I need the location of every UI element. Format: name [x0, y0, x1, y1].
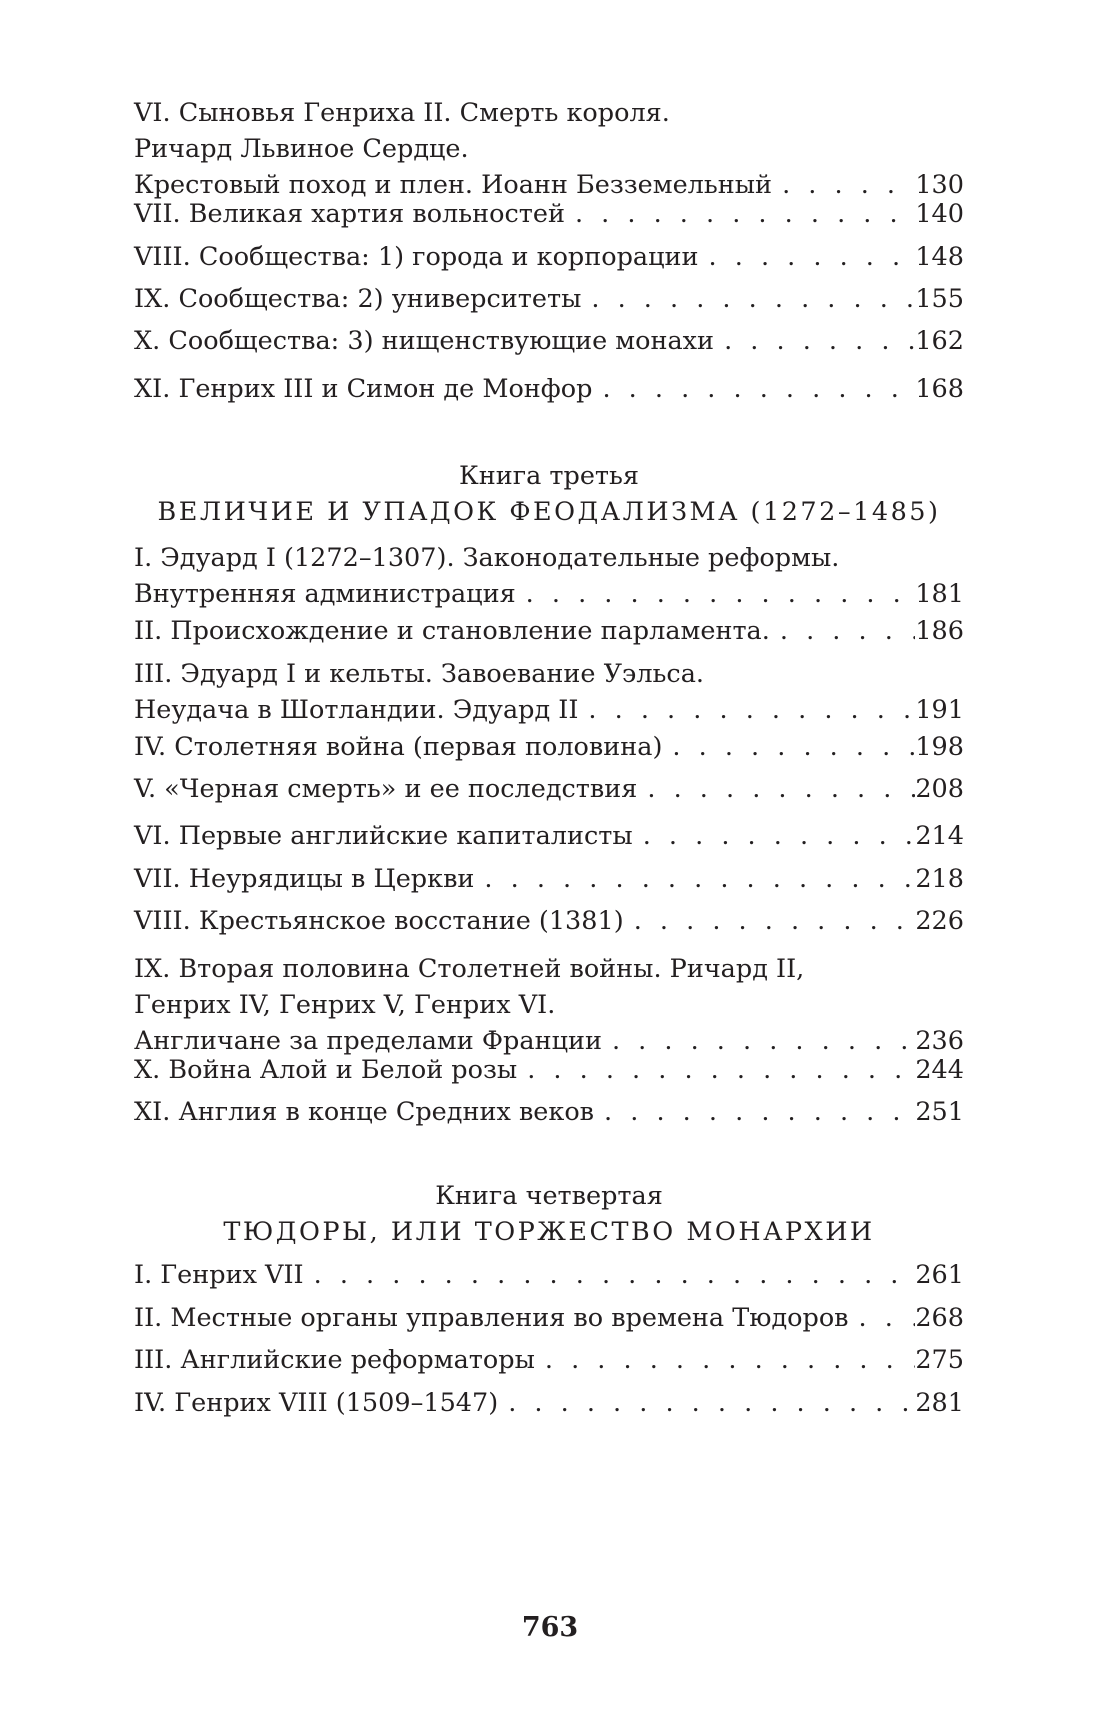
dot-leader	[633, 818, 916, 854]
toc-entry-page: 261	[915, 1260, 964, 1290]
toc-entry-title: II. Происхождение и становление парламента.	[134, 616, 770, 646]
toc-entry-page: 218	[915, 864, 964, 894]
toc-entry-line: Ричард Львиное Сердце.	[134, 134, 469, 164]
toc-entry-page: 155	[915, 284, 964, 314]
toc-entry-page: 236	[915, 1026, 964, 1056]
dot-leader	[498, 1385, 915, 1421]
toc-entry-page: 244	[915, 1055, 964, 1085]
toc-entry	[134, 818, 964, 854]
toc-entry-page: 198	[915, 732, 964, 762]
toc-entry-title: IV. Генрих VIII (1509–1547)	[134, 1388, 499, 1418]
toc-entry-page: 181	[915, 579, 964, 609]
toc-entry-page: 214	[915, 821, 964, 851]
toc-entry-line: I. Эдуард I (1272–1307). Законодательные реформы.	[134, 543, 840, 573]
toc-entry-page: 208	[915, 774, 964, 804]
dot-leader	[699, 239, 916, 275]
dot-leader	[578, 692, 915, 728]
dot-leader	[662, 729, 915, 765]
page-number: 763	[521, 1612, 579, 1643]
toc-entry	[134, 903, 964, 939]
dot-leader	[516, 576, 916, 612]
toc-entry	[134, 613, 964, 649]
toc-entry-page: 140	[915, 199, 964, 229]
toc-entry-page: 251	[915, 1097, 964, 1127]
toc-entry-line: Генрих IV, Генрих V, Генрих VI.	[134, 990, 556, 1020]
dot-leader	[592, 371, 915, 407]
toc-entry-line: VI. Сыновья Генриха II. Смерть короля.	[134, 98, 670, 128]
toc-entry-page: 275	[915, 1345, 964, 1375]
toc-entry-title: V. «Черная смерть» и ее последствия	[134, 774, 638, 804]
dot-leader	[714, 323, 915, 359]
dot-leader	[474, 861, 915, 897]
toc-entry-title: Англичане за пределами Франции	[134, 1026, 602, 1056]
toc-entry-title: Неудача в Шотландии. Эдуард II	[134, 695, 579, 725]
toc-entry	[134, 323, 964, 359]
toc-entry	[134, 729, 964, 765]
toc-entry-line: III. Эдуард I и кельты. Завоевание Уэльса.	[134, 659, 705, 689]
dot-leader	[581, 281, 915, 317]
toc-entry	[134, 540, 964, 612]
toc-entry-page: 191	[915, 695, 964, 725]
toc-entry	[134, 951, 964, 1059]
dot-leader	[535, 1342, 915, 1378]
toc-entry	[134, 771, 964, 807]
toc-entry	[134, 196, 964, 232]
toc-entry-page: 281	[915, 1388, 964, 1418]
book4-label: Книга четвертая	[435, 1181, 663, 1211]
toc-entry	[134, 656, 964, 728]
toc-entry-page: 226	[915, 906, 964, 936]
dot-leader	[849, 1300, 916, 1336]
toc-entry	[134, 95, 964, 203]
toc-entry-title: Крестовый поход и плен. Иоанн Безземельный	[134, 170, 773, 200]
toc-entry-page: 186	[915, 616, 964, 646]
toc-entry-page: 268	[915, 1303, 964, 1333]
book3-heading	[134, 458, 964, 530]
toc-entry-page: 162	[915, 326, 964, 356]
dot-leader	[517, 1052, 915, 1088]
book3-label: Книга третья	[459, 461, 639, 491]
book3-title: ВЕЛИЧИЕ И УПАДОК ФЕОДАЛИЗМА (1272–1485)	[157, 497, 941, 527]
dot-leader	[624, 903, 916, 939]
toc-entry-title: VIII. Сообщества: 1) города и корпорации	[134, 242, 699, 272]
toc-entry	[134, 1094, 964, 1130]
toc-entry	[134, 371, 964, 407]
toc-entry	[134, 1385, 964, 1421]
toc-entry-title: VII. Великая хартия вольностей	[134, 199, 565, 229]
toc-entry-title: X. Сообщества: 3) нищенствующие монахи	[134, 326, 715, 356]
toc-entry	[134, 1342, 964, 1378]
toc-entry-title: III. Английские реформаторы	[134, 1345, 535, 1375]
toc-entry	[134, 1257, 964, 1293]
toc-entry-page: 148	[915, 242, 964, 272]
book4-heading	[134, 1178, 964, 1250]
toc-entry-page: 168	[915, 374, 964, 404]
toc-entry-title: VIII. Крестьянское восстание (1381)	[134, 906, 624, 936]
book4-title: ТЮДОРЫ, ИЛИ ТОРЖЕСТВО МОНАРХИИ	[223, 1217, 875, 1247]
dot-leader	[594, 1094, 915, 1130]
toc-entry-title: VII. Неурядицы в Церкви	[134, 864, 475, 894]
toc-entry-title: II. Местные органы управления во времена Тюдоров	[134, 1303, 849, 1333]
dot-leader	[304, 1257, 916, 1293]
toc-entry-title: X. Война Алой и Белой розы	[134, 1055, 518, 1085]
toc-entry-title: Внутренняя администрация	[134, 579, 516, 609]
toc-entry-title: XI. Англия в конце Средних веков	[134, 1097, 595, 1127]
toc-entry	[134, 239, 964, 275]
toc-entry-title: XI. Генрих III и Симон де Монфор	[134, 374, 593, 404]
toc-entry-title: IV. Столетняя война (первая половина)	[134, 732, 663, 762]
toc-entry-title: IX. Сообщества: 2) университеты	[134, 284, 582, 314]
dot-leader	[770, 613, 915, 649]
toc-entry	[134, 1300, 964, 1336]
toc-entry-line: IX. Вторая половина Столетней войны. Ричард II,	[134, 954, 805, 984]
dot-leader	[637, 771, 915, 807]
toc-entry-page: 130	[915, 170, 964, 200]
toc-entry-title: VI. Первые английские капиталисты	[134, 821, 633, 851]
dot-leader	[565, 196, 915, 232]
toc-entry	[134, 861, 964, 897]
toc-entry-title: I. Генрих VII	[134, 1260, 304, 1290]
toc-entry	[134, 1052, 964, 1088]
toc-entry	[134, 281, 964, 317]
